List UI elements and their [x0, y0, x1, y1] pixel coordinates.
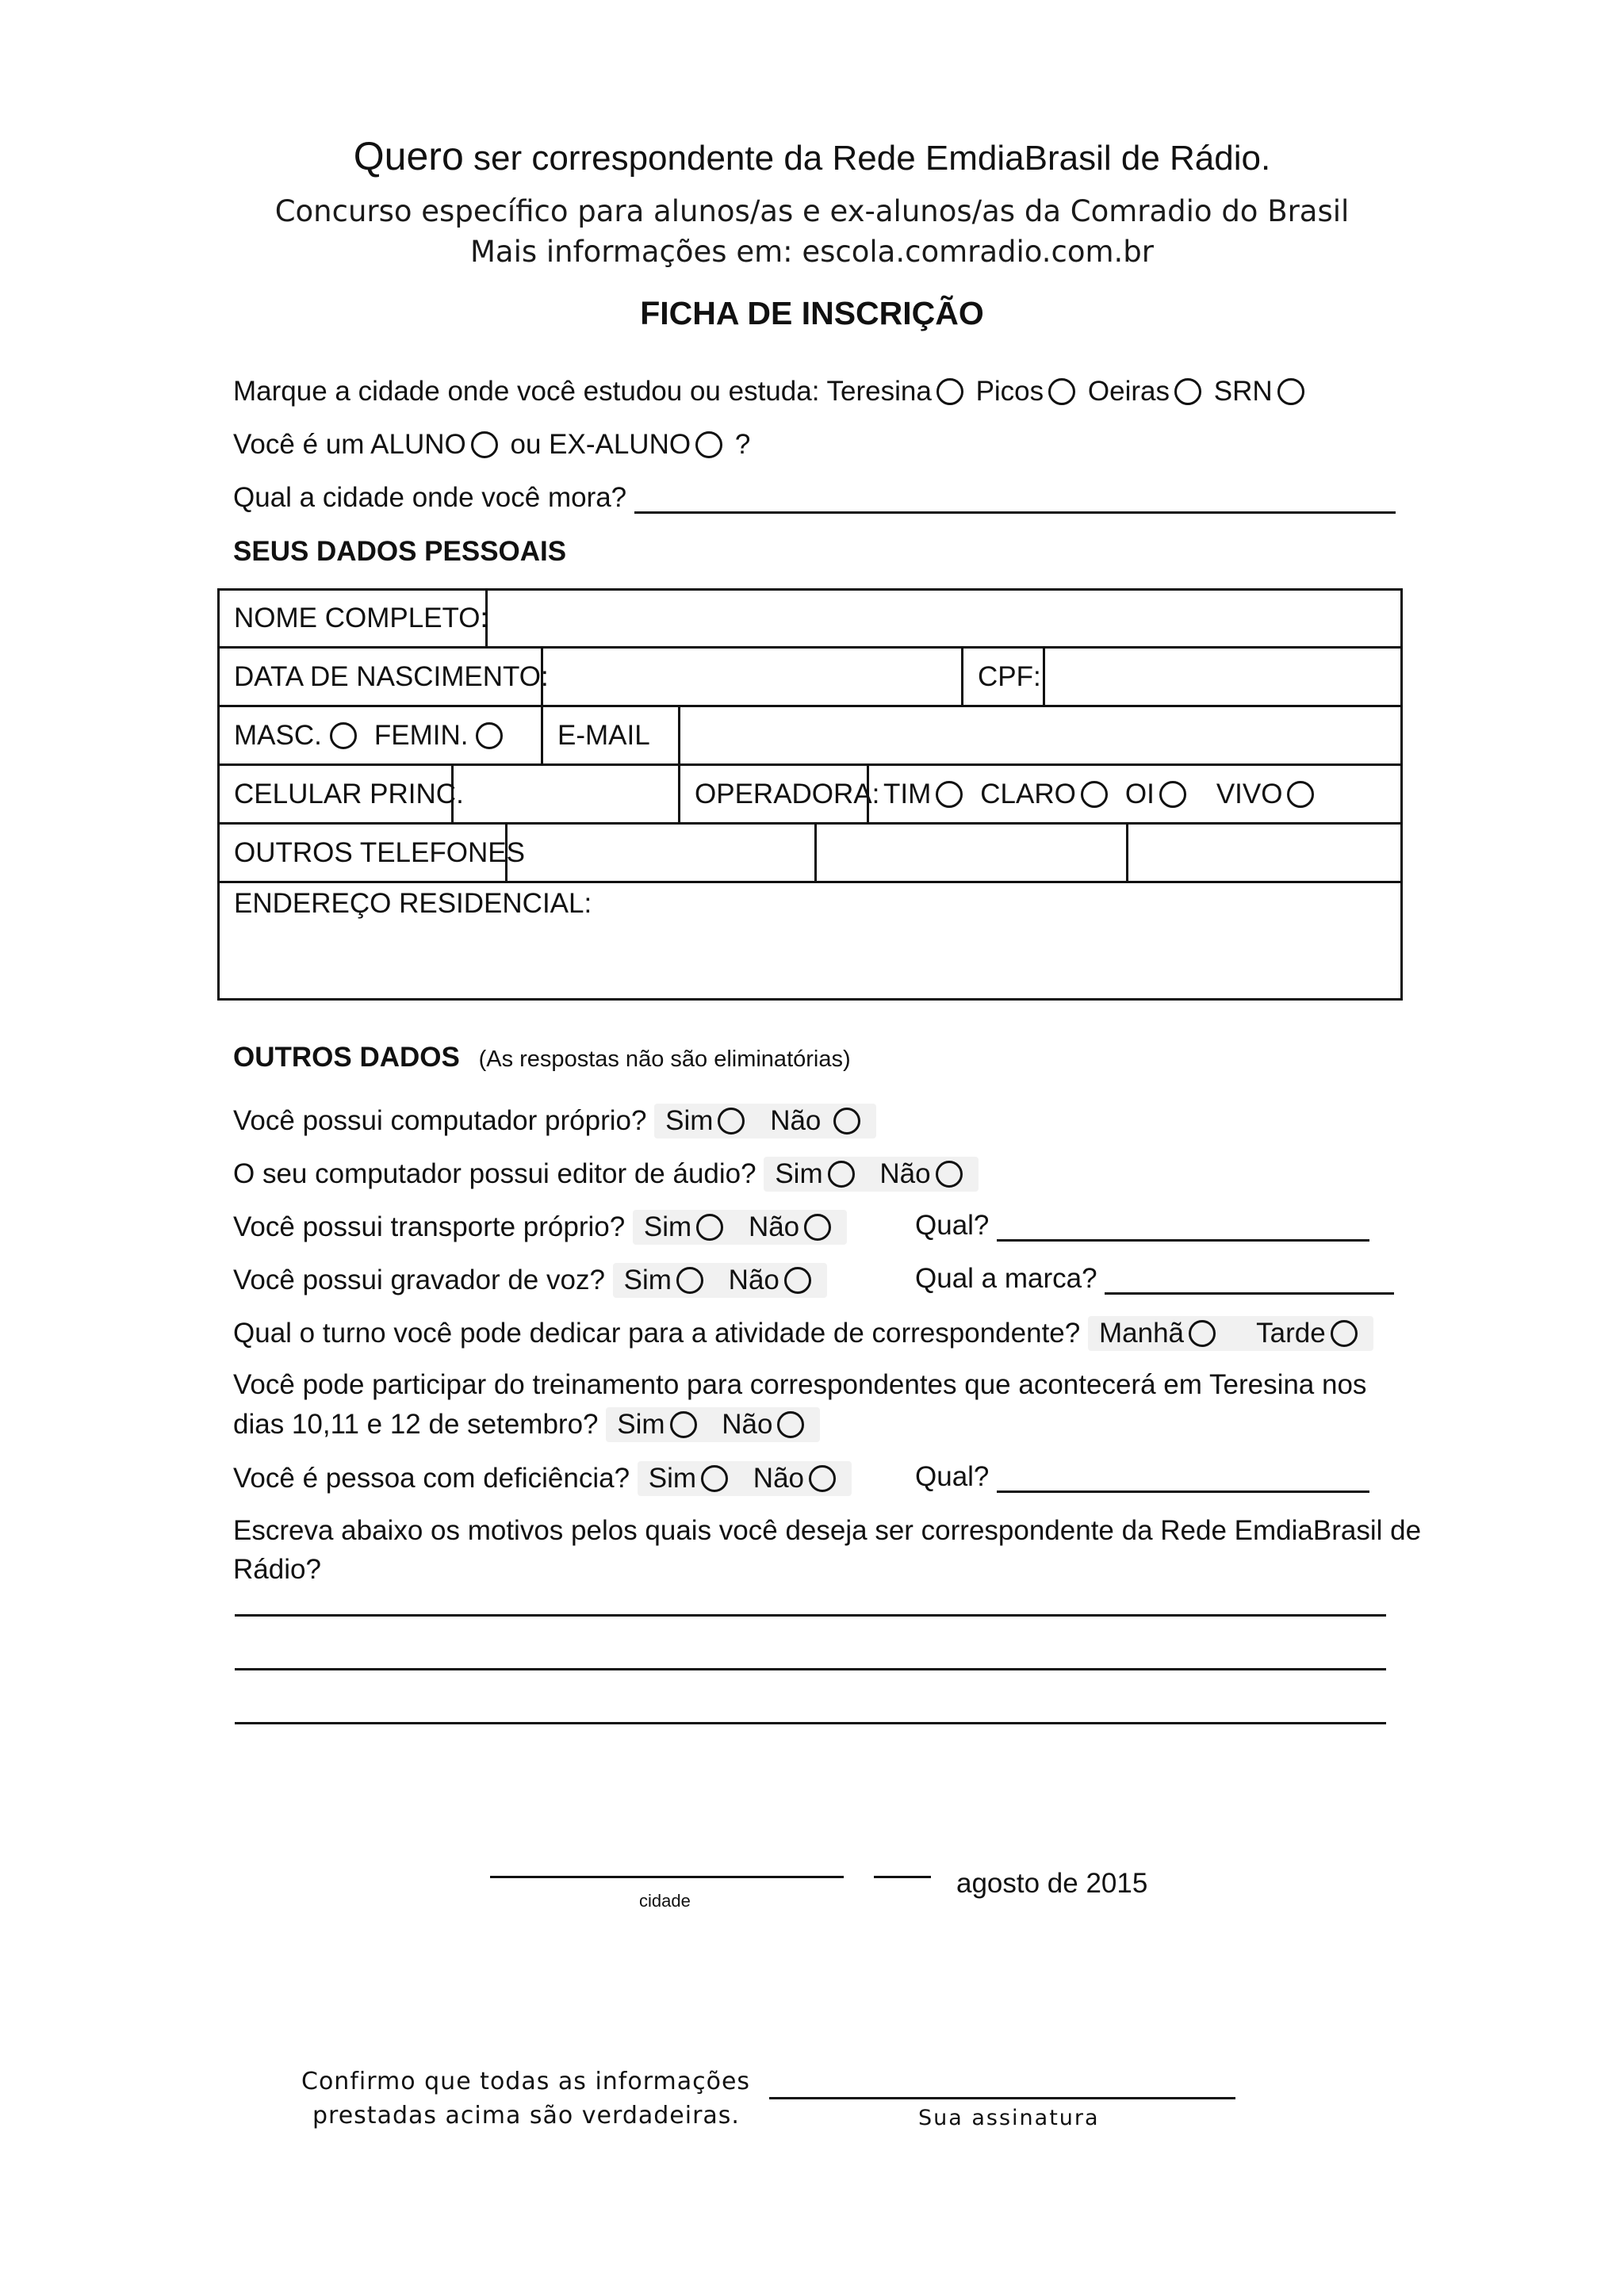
no-label: Não	[770, 1105, 822, 1136]
personal-data-title: SEUS DADOS PESSOAIS	[233, 536, 567, 567]
radio-afternoon[interactable]	[1331, 1320, 1358, 1347]
femin-label: FEMIN.	[373, 719, 469, 751]
question-transport	[233, 1210, 847, 1245]
radio-transport-yes[interactable]	[696, 1214, 723, 1241]
q-recorder-label: Você possui gravador de voz?	[233, 1265, 605, 1295]
recorder-brand	[915, 1263, 1394, 1295]
q-disability-options	[638, 1461, 852, 1496]
radio-masc[interactable]	[330, 722, 357, 749]
radio-morning[interactable]	[1189, 1320, 1216, 1347]
q-shift-label: Qual o turno você pode dedicar para a atividade de correspondente?	[233, 1318, 1081, 1349]
other-data-note: (As respostas não são eliminatórias)	[478, 1047, 851, 1072]
question-training-line-2	[233, 1407, 820, 1442]
other-phone-field-3[interactable]	[1128, 825, 1400, 881]
yes-label: Sim	[665, 1105, 714, 1136]
carrier-oi-label: OI	[1124, 778, 1155, 809]
carrier-claro-label: CLARO	[980, 778, 1076, 809]
q-audio-editor-label: O seu computador possui editor de áudio?	[233, 1158, 756, 1189]
disability-which	[915, 1461, 1369, 1493]
carrier-label: OPERADORA:	[695, 778, 880, 809]
radio-oi[interactable]	[1159, 781, 1186, 808]
carrier-vivo-label: VIVO	[1216, 778, 1283, 809]
radio-claro[interactable]	[1081, 781, 1108, 808]
option-srn-label: SRN	[1213, 376, 1273, 407]
transport-which	[915, 1210, 1369, 1242]
signature-caption: Sua assinatura	[918, 2106, 1100, 2130]
question-computer	[233, 1104, 876, 1138]
confirm-text-1: Confirmo que todas as informações	[301, 2068, 751, 2095]
full-name-field[interactable]	[488, 591, 1400, 646]
motives-answer-line-3[interactable]	[235, 1722, 1386, 1724]
row-birth-cpf	[220, 646, 1400, 705]
birth-date-field[interactable]	[543, 649, 961, 705]
cpf-label: CPF:	[978, 660, 1041, 692]
q-transport-options	[633, 1210, 847, 1245]
birth-date-label: DATA DE NASCIMENTO:	[234, 660, 549, 692]
q-computer-label: Você possui computador próprio?	[233, 1105, 647, 1136]
radio-picos[interactable]	[1048, 378, 1075, 405]
radio-teresina[interactable]	[936, 378, 963, 405]
carrier-options	[869, 766, 1400, 822]
radio-oeiras[interactable]	[1174, 378, 1201, 405]
personal-data-table	[217, 588, 1403, 1001]
question-mark: ?	[734, 429, 751, 460]
residence-label: Qual a cidade onde você mora?	[233, 482, 627, 513]
q-transport-label: Você possui transporte próprio?	[233, 1211, 626, 1242]
date-text: agosto de 2015	[956, 1868, 1148, 1899]
email-label: E-MAIL	[557, 719, 650, 751]
city-question-label: Marque a cidade onde você estudou ou estuda:	[233, 376, 820, 407]
radio-ex-aluno[interactable]	[695, 431, 722, 458]
q-shift-options	[1088, 1316, 1373, 1351]
carrier-tim-label: TIM	[883, 778, 932, 809]
radio-computer-no[interactable]	[833, 1108, 860, 1135]
radio-training-yes[interactable]	[670, 1411, 697, 1438]
more-info-line: Mais informações em: escola.comradio.com.br	[469, 235, 1155, 269]
city-studied-question	[233, 376, 1309, 408]
email-field[interactable]	[680, 707, 1400, 763]
no-label: Não	[753, 1463, 805, 1494]
option-oeiras-label: Oeiras	[1087, 376, 1170, 407]
row-address	[220, 881, 1400, 1001]
other-data-title: OUTROS DADOS	[233, 1042, 460, 1073]
q-disability-label: Você é pessoa com deficiência?	[233, 1463, 630, 1494]
option-teresina-label: Teresina	[826, 376, 932, 407]
radio-computer-yes[interactable]	[718, 1108, 745, 1135]
afternoon-label: Tarde	[1256, 1318, 1326, 1349]
q-recorder-options	[613, 1263, 827, 1298]
radio-recorder-no[interactable]	[784, 1267, 811, 1294]
other-phone-field-2[interactable]	[817, 825, 1126, 881]
other-phones-label: OUTROS TELEFONES	[234, 836, 525, 868]
student-status-question	[233, 429, 750, 461]
address-field[interactable]	[220, 883, 1400, 1001]
question-training-line-1: Você pode participar do treinamento para correspondentes que acontecerá em Teresina nos	[233, 1369, 1367, 1400]
radio-audio-no[interactable]	[936, 1161, 963, 1188]
q-brand-label: Qual a marca?	[915, 1263, 1097, 1294]
no-label: Não	[728, 1265, 779, 1295]
yes-label: Sim	[648, 1463, 697, 1494]
radio-recorder-yes[interactable]	[676, 1267, 703, 1294]
radio-tim[interactable]	[936, 781, 963, 808]
masc-label: MASC.	[234, 719, 322, 751]
confirm-text-2: prestadas acima são verdadeiras.	[312, 2102, 740, 2130]
cell-label: CELULAR PRINC.	[234, 778, 464, 809]
city-caption: cidade	[639, 1891, 691, 1911]
signature-field[interactable]	[769, 2097, 1235, 2099]
yes-label: Sim	[643, 1211, 692, 1242]
q-computer-options	[654, 1104, 876, 1138]
gender-options	[220, 707, 541, 763]
row-other-phones	[220, 822, 1400, 881]
yes-label: Sim	[775, 1158, 823, 1189]
radio-disability-no[interactable]	[809, 1465, 836, 1492]
yes-label: Sim	[617, 1409, 665, 1440]
radio-srn[interactable]	[1277, 378, 1304, 405]
q-training-options	[606, 1407, 820, 1442]
q-which-label: Qual?	[915, 1210, 990, 1241]
no-label: Não	[879, 1158, 931, 1189]
morning-label: Manhã	[1098, 1318, 1185, 1349]
question-disability	[233, 1461, 852, 1496]
question-shift	[233, 1316, 1373, 1351]
full-name-label: NOME COMPLETO:	[234, 603, 488, 633]
q-training-label: dias 10,11 e 12 de setembro?	[233, 1409, 599, 1440]
q-which-label: Qual?	[915, 1461, 990, 1492]
other-phone-field-1[interactable]	[508, 825, 814, 881]
form-subtitle: Concurso específico para alunos/as e ex-alunos/as da Comradio do Brasil	[274, 194, 1350, 228]
radio-disability-yes[interactable]	[701, 1465, 728, 1492]
radio-vivo[interactable]	[1287, 781, 1314, 808]
question-recorder	[233, 1263, 827, 1298]
form-main-title: Quero ser correspondente da Rede EmdiaBrasil de Rádio.	[353, 134, 1271, 178]
question-audio-editor	[233, 1157, 979, 1192]
motives-answer-line-2[interactable]	[235, 1668, 1386, 1670]
city-field[interactable]	[490, 1876, 844, 1878]
residence-city-question	[233, 482, 1396, 514]
transport-which-field[interactable]	[997, 1212, 1369, 1242]
radio-transport-no[interactable]	[804, 1214, 831, 1241]
other-data-header	[233, 1042, 851, 1073]
question-motives-line-1: Escreva abaixo os motivos pelos quais você deseja ser correspondente da Rede EmdiaBrasil de	[233, 1515, 1422, 1546]
cell-field[interactable]	[454, 766, 678, 822]
q-audio-editor-options	[764, 1157, 978, 1192]
residence-city-field[interactable]	[634, 484, 1396, 514]
disability-which-field[interactable]	[997, 1464, 1369, 1493]
no-label: Não	[748, 1211, 800, 1242]
radio-training-no[interactable]	[777, 1411, 804, 1438]
ex-aluno-label: ou EX-ALUNO	[510, 429, 691, 460]
motives-answer-line-1[interactable]	[235, 1614, 1386, 1617]
day-field[interactable]	[874, 1876, 931, 1878]
no-label: Não	[722, 1409, 773, 1440]
radio-femin[interactable]	[476, 722, 503, 749]
form-heading: FICHA DE INSCRIÇÃO	[640, 295, 984, 331]
yes-label: Sim	[623, 1265, 672, 1295]
question-motives-line-2: Rádio?	[233, 1554, 321, 1585]
cpf-field[interactable]	[1045, 649, 1400, 705]
row-cell-carrier	[220, 763, 1400, 822]
radio-aluno[interactable]	[471, 431, 498, 458]
row-gender-email	[220, 705, 1400, 763]
aluno-label: Você é um ALUNO	[233, 429, 466, 460]
option-picos-label: Picos	[975, 376, 1044, 407]
radio-audio-yes[interactable]	[828, 1161, 855, 1188]
address-label: ENDEREÇO RESIDENCIAL:	[234, 888, 592, 919]
recorder-brand-field[interactable]	[1105, 1265, 1394, 1295]
row-full-name	[220, 591, 1400, 646]
